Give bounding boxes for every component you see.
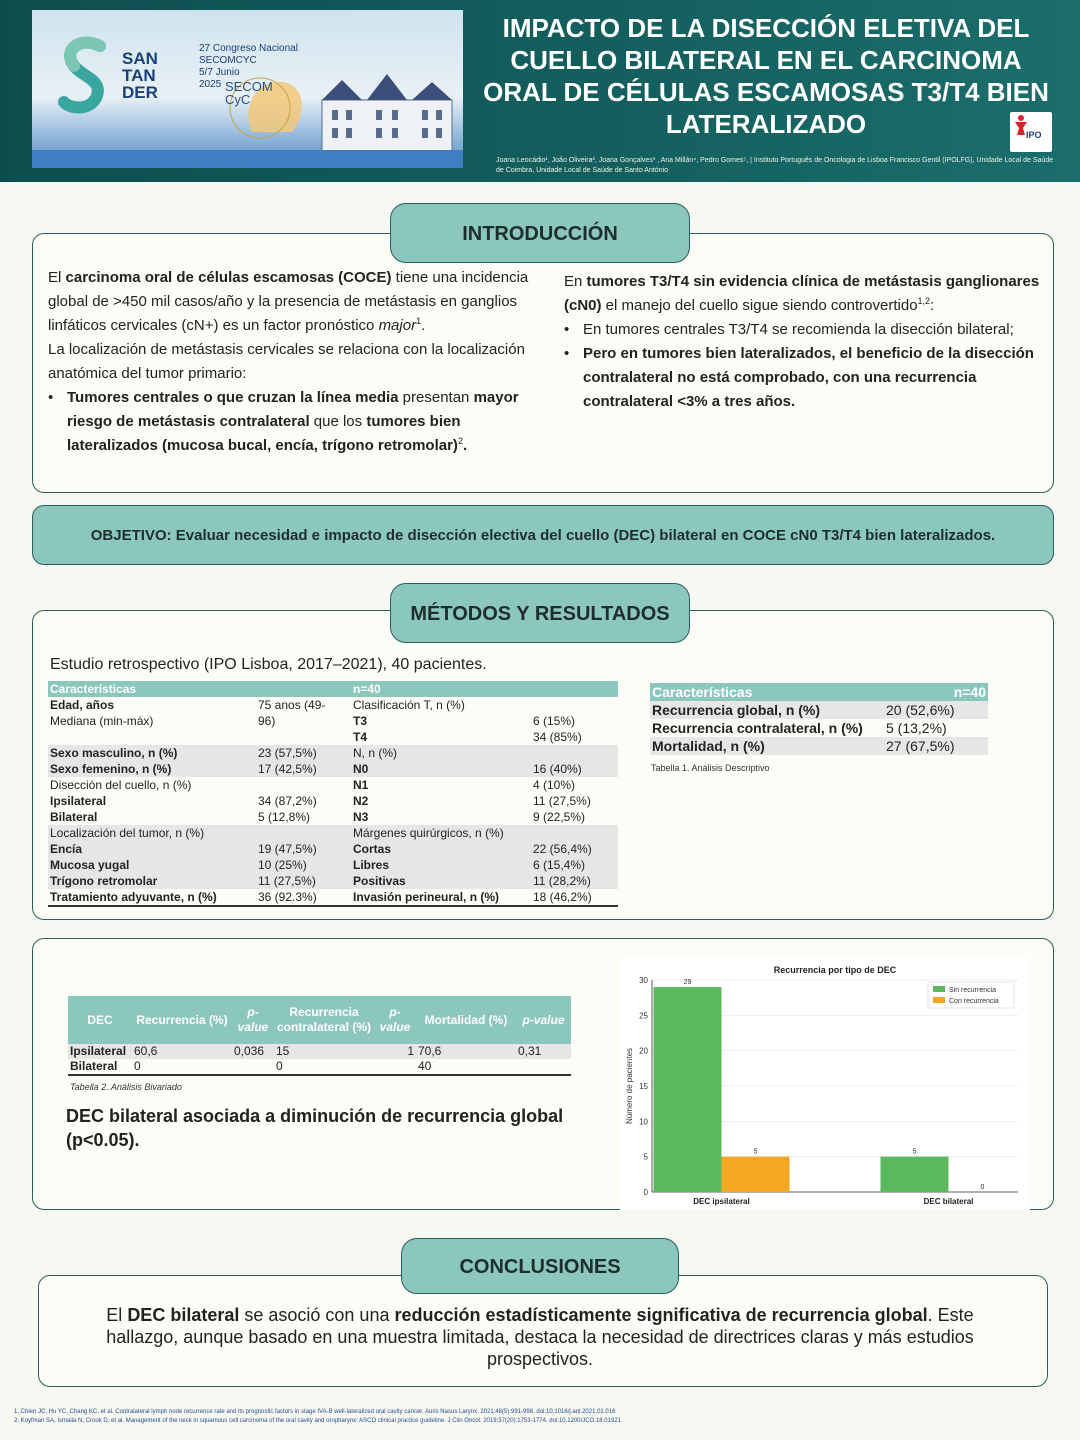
conclusions-heading: CONCLUSIONES — [401, 1238, 679, 1294]
study-description: Estudio retrospectivo (IPO Lisboa, 2017–2021), 40 pacientes. — [50, 656, 487, 673]
table-row: Edad, años 75 anos (49- Clasificación T, n (%) — [50, 698, 465, 712]
table-row: Tratamiento adyuvante, n (%) 36 (92.3%) Invasión perineural, n (%) 18 (46,2%) — [48, 889, 618, 906]
table-row: T4 34 (85%) — [353, 730, 582, 744]
authors-line: Joana Leocádio¹, João Oliveira², Joana Gonçalves³ , Ana Millán⁴, Pedro Gomes⁵, | Instituto Português de Oncologia de Lisboa Francisco Gentil (IPOLFG), Unidade Local de Saúde de Coimbra, Unidade Local de Saúde de Santo António — [496, 157, 1054, 174]
bar-value-label: 0 — [980, 1184, 985, 1191]
methods-heading: MÉTODOS Y RESULTADOS — [390, 583, 690, 643]
ipo-logo-text: IPO — [1026, 130, 1042, 140]
objective-banner: OBJETIVO: Evaluar necesidad e impacto de disección electiva del cuello (DEC) bilateral en COCE cN0 T3/T4 bien lateralizados. — [32, 505, 1054, 565]
intro-bullet-2: • Pero en tumores bien lateralizados, el beneficio de la disección contralateral no está comprobado, con una recurrencia contralateral <3% a tres años. — [564, 342, 1048, 414]
santander-s-logo — [56, 36, 116, 116]
table-row: Bilateral 0 0 40 — [68, 1059, 571, 1075]
intro-bullets-left — [48, 386, 538, 458]
table-header-row: Características n=40 — [48, 681, 618, 697]
legend-entry: Con recurrencia — [949, 998, 999, 1005]
intro-right-column — [564, 270, 1048, 414]
table-row: Disección del cuello, n (%) N1 4 (10%) — [50, 778, 576, 792]
poster-header — [0, 0, 1080, 182]
x-tick-label: DEC bilateral — [923, 1197, 974, 1206]
table-row: Ipsilateral 34 (87,2%) N2 11 (27,5%) — [50, 794, 591, 808]
city-name: SAN TAN DER — [122, 49, 158, 102]
table-row: Mortalidad, n (%) 27 (67,5%) — [650, 737, 988, 755]
table-2-caption: Tabella 2. Análisis Bivariado — [70, 1082, 182, 1092]
reference-2: 2. Koyfman SA, Ismaila N, Crook D, et al. Management of the neck in squamous cell carcinoma of the oral cavity and oropharynx: ASCO clinical practice guideline. J Clin Oncol. 2019;37(20):1753-1774. doi:10.1200/JCO.18.01921 — [14, 1418, 621, 1424]
table-row: Bilateral 5 (12,8%) N3 9 (22,5%) — [50, 810, 586, 824]
descriptive-table — [650, 683, 988, 755]
bar-value-label: 29 — [683, 979, 692, 987]
palace-illustration — [312, 70, 462, 152]
intro-right-paragraph: En tumores T3/T4 sin evidencia clínica de metástasis ganglionares (cN0) el manejo del cuello sigue siendo controvertido$^{1,2}$: — [564, 273, 1040, 314]
intro-paragraph-2: La localización de metástasis cervicales se relaciona con la localización anatómica del tumor primario: — [48, 341, 525, 382]
table-row: Mucosa yugal 10 (25%) Libres 6 (15,4%) — [48, 857, 618, 873]
references — [14, 1408, 1064, 1426]
y-tick-label: 20 — [639, 1046, 648, 1056]
intro-paragraph-1: El carcinoma oral de células escamosas (COCE) tiene una incidencia global de >450 mil casos/año y la presencia de metástasis en ganglios linfáticos cervicales (cN+) es un factor pronóstico major$^1$. — [48, 269, 529, 334]
reference-1: 1. Chien JC, Hu YC, Chang KC, et al. Contralateral lymph node recurrence rate and its prognostic factors in stage IVA-B well-lateralized oral cavity cancer. Auris Nasus Larynx. 2021;48(5):991-998. doi:10.1016/j.anl.2021.01.016 — [14, 1409, 616, 1415]
secom-logo-text: SECOM CyC — [225, 79, 273, 107]
table-row: Localización del tumor, n (%) Márgenes quirúrgicos, n (%) — [48, 825, 618, 841]
table-header-row: Características n=40 — [652, 684, 986, 700]
y-tick-label: 0 — [643, 1188, 648, 1197]
congress-banner — [32, 10, 463, 168]
x-tick-label: DEC ipsilateral — [693, 1197, 750, 1206]
y-tick-label: 5 — [643, 1152, 648, 1162]
poster-title: IMPACTO DE LA DISECCIÓN ELETIVA DEL CUELLO BILATERAL EN EL CARCINOMA ORAL DE CÉLULAS ESCAMOSAS T3/T4 BIEN LATERALIZADO — [483, 13, 1049, 139]
chart-title: Recurrencia por tipo de DEC — [773, 965, 897, 975]
bivariate-table — [68, 996, 571, 1076]
ipo-logo — [1010, 112, 1052, 152]
bar-value-label: 5 — [753, 1148, 758, 1156]
intro-heading: INTRODUCCIÓN — [390, 203, 690, 263]
recurrence-bar-chart — [620, 958, 1030, 1210]
characteristics-table — [48, 681, 618, 907]
table-1-caption: Tabella 1. Análisis Descriptivo — [651, 763, 770, 773]
table-row: Recurrencia contralateral, n (%) 5 (13,2%) — [652, 720, 947, 736]
intro-left-column — [48, 266, 538, 458]
congress-info: 27 Congreso Nacional SECOMCYC 5/7 Junio 2025 — [199, 43, 298, 90]
table-header-row: DEC Recurrencia (%) p-value Recurrencia contralateral (%) p-value Mortalidad (%) p-value — [68, 996, 571, 1044]
y-tick-label: 15 — [639, 1082, 648, 1091]
table-row: Sexo masculino, n (%) 23 (57,5%) N, n (%) — [48, 745, 618, 761]
y-axis-label: Número de pacientes — [625, 1047, 634, 1125]
table-row: Ipsilateral 60,6 0,036 15 1 70,6 0,31 — [68, 1044, 571, 1059]
conclusions-text: El DEC bilateral se asoció con una reducción estadísticamente significativa de recurrencia global. Este hallazgo, aunque basado en una muestra limitada, destaca la necesidad de directrices claras y más estudios prospectivos. — [106, 1305, 974, 1369]
y-tick-label: 25 — [639, 1011, 648, 1021]
legend-swatch — [933, 997, 945, 1003]
intro-bullets-right — [564, 318, 1048, 414]
table-row: Trígono retromolar 11 (27,5%) Positivas 11 (28,2%) — [48, 873, 618, 889]
legend-entry: Sin recurrencia — [949, 987, 997, 994]
table-row: Recurrencia global, n (%) 20 (52,6%) — [650, 701, 988, 719]
legend-swatch — [933, 986, 945, 992]
bar-sin-recurrencia — [654, 987, 722, 1192]
bar-con-recurrencia — [722, 1157, 790, 1192]
table-row: Sexo femenino, n (%) 17 (42,5%) N0 16 (40%) — [48, 761, 618, 777]
banner-sea-stripe — [32, 150, 463, 168]
intro-bullet-1: • En tumores centrales T3/T4 se recomienda la disección bilateral; — [564, 318, 1048, 342]
table-row: Encía 19 (47,5%) Cortas 22 (56,4%) — [48, 841, 618, 857]
y-tick-label: 10 — [639, 1117, 648, 1127]
bar-sin-recurrencia — [881, 1157, 949, 1192]
bar-value-label: 5 — [912, 1148, 917, 1156]
intro-bullet-central: • Tumores centrales o que cruzan la línea media presentan mayor riesgo de metástasis contralateral que los tumores bien lateralizados (mucosa bucal, encía, trígono retromolar)$^2$. — [48, 386, 538, 458]
y-tick-label: 30 — [639, 976, 648, 985]
key-finding: DEC bilateral asociada a diminución de recurrencia global (p<0.05). — [66, 1106, 564, 1150]
table-row: Mediana (min-máx) 96) T3 6 (15%) — [50, 714, 576, 728]
